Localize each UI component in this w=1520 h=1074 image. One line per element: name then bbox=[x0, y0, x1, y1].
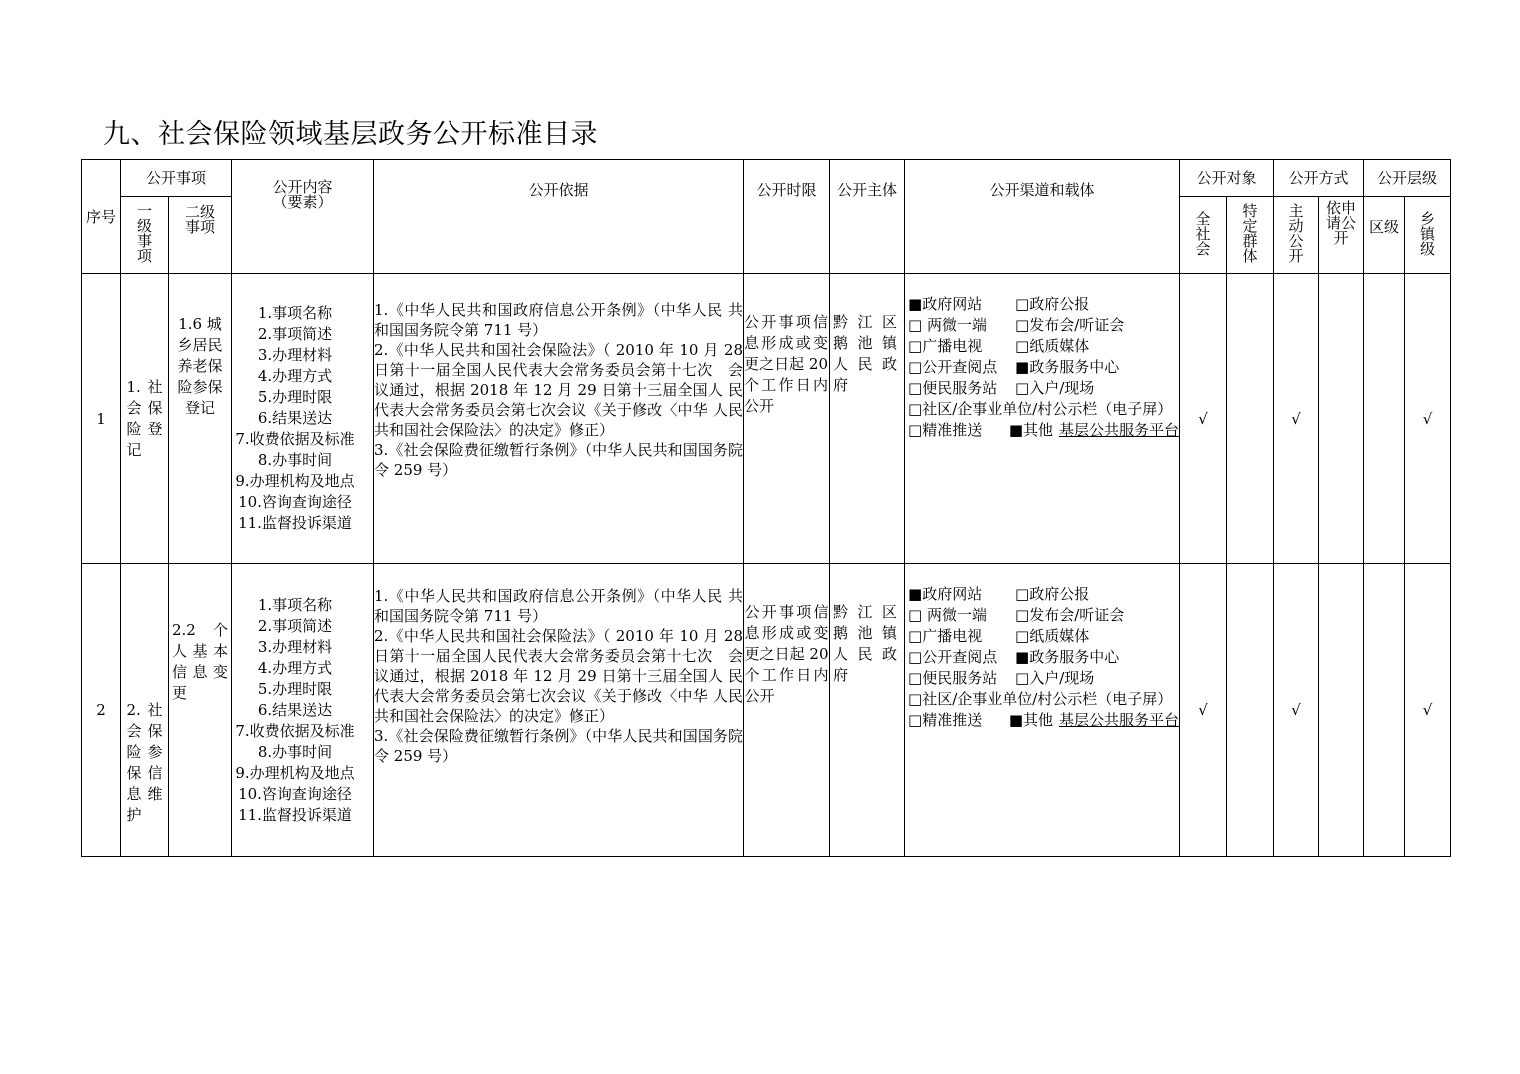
channel-item: □便民服务站 bbox=[908, 669, 998, 687]
table-row bbox=[82, 274, 1451, 564]
channel-item: □精准推送 bbox=[908, 711, 983, 729]
row-level2-label: 1.6 城乡居民养老保险参保登记 bbox=[177, 315, 223, 417]
check-lvl-town: √ bbox=[1405, 274, 1451, 564]
channel-item: □政府公报 bbox=[1015, 585, 1090, 603]
row-level2 bbox=[169, 564, 232, 857]
list-item: 8.办事时间 bbox=[257, 451, 333, 469]
header-row-1 bbox=[82, 160, 1451, 197]
row-time bbox=[744, 274, 830, 564]
catalog-table bbox=[81, 159, 1451, 857]
row-content bbox=[232, 564, 374, 857]
row-time bbox=[744, 564, 830, 857]
basis-item: 2.《中华人民共和国社会保险法》（ 2010 年 10 月 28 日第十一届全国人民代表大会常务委员会第十七次 会议通过，根据 2018 年 12 月 29 日第十三届全国人 民代表大会常务委员会第七次会议《关于修改〈中华 人民共和国社会保险法〉的决定》修正） bbox=[374, 341, 744, 439]
channel-item: □入户/现场 bbox=[1015, 669, 1095, 687]
channel-item: □公开查阅点 bbox=[908, 358, 998, 376]
list-item: 4.办理方式 bbox=[257, 367, 333, 385]
header-items-group: 公开事项 bbox=[121, 160, 232, 197]
header-level2-label: 二级事项 bbox=[184, 203, 215, 236]
check-aud-all: √ bbox=[1180, 274, 1227, 564]
row-level2 bbox=[169, 274, 232, 564]
basis-item: 3.《社会保险费征缴暂行条例》（中华人民共和国国务院令 259 号） bbox=[374, 727, 744, 765]
row-seq: 1 bbox=[82, 274, 121, 564]
row-level1-label: 1. 社会保险登记 bbox=[126, 377, 163, 459]
table-row bbox=[82, 564, 1451, 857]
check-aud-specific bbox=[1227, 564, 1274, 857]
row-level1 bbox=[121, 564, 169, 857]
header-basis: 公开依据 bbox=[374, 160, 744, 274]
check-method-active: √ bbox=[1274, 274, 1319, 564]
channel-item: □便民服务站 bbox=[908, 379, 998, 397]
header-method-active bbox=[1274, 197, 1319, 274]
list-item: 7.收费依据及标准 bbox=[235, 430, 355, 448]
channel-other-value: 基层公共服务平台 bbox=[1059, 711, 1180, 729]
channel-item: □发布会/听证会 bbox=[1015, 316, 1125, 334]
header-aud-all bbox=[1180, 197, 1227, 274]
list-item: 8.办事时间 bbox=[257, 742, 333, 761]
list-item: 11.监督投诉渠道 bbox=[238, 514, 352, 532]
channel-item: ■政府网站 bbox=[908, 295, 983, 313]
channel-item: □ 两微一端 bbox=[908, 606, 987, 624]
check-method-apply bbox=[1319, 274, 1364, 564]
header-level-group: 公开层级 bbox=[1364, 160, 1451, 197]
header-aud-all-label: 全社会 bbox=[1195, 209, 1211, 258]
header-lvl-district: 区级 bbox=[1364, 197, 1405, 274]
list-item: 2.事项简述 bbox=[257, 616, 333, 635]
header-channel: 公开渠道和载体 bbox=[905, 160, 1180, 274]
header-method-apply-label: 依申请公开 bbox=[1326, 199, 1357, 247]
channel-item: □精准推送 bbox=[908, 421, 983, 439]
header-level1 bbox=[121, 197, 169, 274]
check-aud-all: √ bbox=[1180, 564, 1227, 857]
channel-item: ■其他 bbox=[1008, 711, 1053, 729]
channel-item: □入户/现场 bbox=[1015, 379, 1095, 397]
check-method-apply bbox=[1319, 564, 1364, 857]
list-item: 3.办理材料 bbox=[257, 637, 333, 656]
row-level2-label: 2.2 个人基本信息变更 bbox=[172, 621, 228, 702]
list-item: 7.收费依据及标准 bbox=[235, 721, 355, 740]
row-subject-label: 黔江区鹅池镇人民政府 bbox=[833, 313, 902, 394]
list-item: 9.办理机构及地点 bbox=[235, 472, 355, 490]
row-time-label: 公开事项信息形成或变更之日起 20 个工作日内公开 bbox=[744, 603, 829, 705]
row-channel bbox=[905, 564, 1180, 857]
basis-item: 2.《中华人民共和国社会保险法》（ 2010 年 10 月 28 日第十一届全国人民代表大会常务委员会第十七次 会议通过，根据 2018 年 12 月 29 日第十三届全国人 民代表大会常务委员会第七次会议《关于修改〈中华 人民共和国社会保险法〉的决定》修正） bbox=[374, 627, 744, 725]
row-subject bbox=[830, 274, 905, 564]
channel-item: □纸质媒体 bbox=[1015, 337, 1090, 355]
page-title: 九、社会保险领域基层政务公开标准目录 bbox=[103, 119, 598, 150]
channel-item: ■政务服务中心 bbox=[1015, 648, 1120, 666]
row-subject-label: 黔江区鹅池镇人民政府 bbox=[833, 603, 902, 684]
header-method-active-label: 主动公开 bbox=[1288, 202, 1304, 265]
header-subject: 公开主体 bbox=[830, 160, 905, 274]
list-item: 3.办理材料 bbox=[257, 346, 333, 364]
list-item: 11.监督投诉渠道 bbox=[238, 805, 352, 824]
header-aud-specific bbox=[1227, 197, 1274, 274]
list-item: 5.办理时限 bbox=[257, 388, 333, 406]
list-item: 6.结果送达 bbox=[257, 409, 333, 427]
header-lvl-town-label: 乡镇级 bbox=[1420, 209, 1436, 258]
list-item: 9.办理机构及地点 bbox=[235, 763, 355, 782]
list-item: 5.办理时限 bbox=[257, 679, 333, 698]
channel-item: □发布会/听证会 bbox=[1015, 606, 1125, 624]
basis-item: 1.《中华人民共和国政府信息公开条例》（中华人民 共和国国务院令第 711 号） bbox=[374, 587, 744, 625]
check-method-active: √ bbox=[1274, 564, 1319, 857]
list-item: 10.咨询查询途径 bbox=[238, 493, 352, 511]
row-time-label: 公开事项信息形成或变更之日起 20 个工作日内公开 bbox=[744, 313, 829, 415]
channel-item: ■政府网站 bbox=[908, 585, 983, 603]
header-level1-label: 一级事项 bbox=[136, 202, 152, 265]
check-lvl-town: √ bbox=[1405, 564, 1451, 857]
row-seq: 2 bbox=[82, 564, 121, 857]
row-basis bbox=[374, 274, 744, 564]
header-content-label: 公开内容（要素） bbox=[272, 178, 333, 211]
header-method-group: 公开方式 bbox=[1274, 160, 1364, 197]
channel-item: □纸质媒体 bbox=[1015, 627, 1090, 645]
channel-item: □政府公报 bbox=[1015, 295, 1090, 313]
channel-item: □ 两微一端 bbox=[908, 316, 987, 334]
list-item: 1.事项名称 bbox=[257, 595, 333, 614]
header-audience-group: 公开对象 bbox=[1180, 160, 1274, 197]
basis-item: 3.《社会保险费征缴暂行条例》（中华人民共和国国务院令 259 号） bbox=[374, 441, 744, 479]
list-item: 2.事项简述 bbox=[257, 325, 333, 343]
header-content bbox=[232, 160, 374, 274]
channel-item: ■其他 bbox=[1008, 421, 1053, 439]
row-level1-label: 2. 社会保险参保信息维护 bbox=[126, 701, 163, 824]
channel-item: □社区/企事业单位/村公示栏（电子屏） bbox=[908, 400, 1173, 418]
check-lvl-district bbox=[1364, 564, 1405, 857]
header-seq: 序号 bbox=[82, 160, 121, 274]
row-content bbox=[232, 274, 374, 564]
list-item: 10.咨询查询途径 bbox=[238, 784, 352, 803]
row-channel bbox=[905, 274, 1180, 564]
header-lvl-town bbox=[1405, 197, 1451, 274]
basis-item: 1.《中华人民共和国政府信息公开条例》（中华人民 共和国国务院令第 711 号） bbox=[374, 301, 744, 339]
list-item: 6.结果送达 bbox=[257, 700, 333, 719]
channel-item: ■政务服务中心 bbox=[1015, 358, 1120, 376]
list-item: 1.事项名称 bbox=[257, 304, 333, 322]
channel-item: □广播电视 bbox=[908, 337, 983, 355]
row-basis bbox=[374, 564, 744, 857]
header-time: 公开时限 bbox=[744, 160, 830, 274]
row-level1 bbox=[121, 274, 169, 564]
channel-item: □广播电视 bbox=[908, 627, 983, 645]
row-subject bbox=[830, 564, 905, 857]
channel-item: □公开查阅点 bbox=[908, 648, 998, 666]
header-method-apply bbox=[1319, 197, 1364, 274]
header-level2 bbox=[169, 197, 232, 274]
list-item: 4.办理方式 bbox=[257, 658, 333, 677]
check-aud-specific bbox=[1227, 274, 1274, 564]
channel-item: □社区/企事业单位/村公示栏（电子屏） bbox=[908, 690, 1173, 708]
channel-other-value: 基层公共服务平台 bbox=[1059, 421, 1180, 439]
header-aud-specific-label: 特定群体 bbox=[1242, 202, 1258, 265]
check-lvl-district bbox=[1364, 274, 1405, 564]
